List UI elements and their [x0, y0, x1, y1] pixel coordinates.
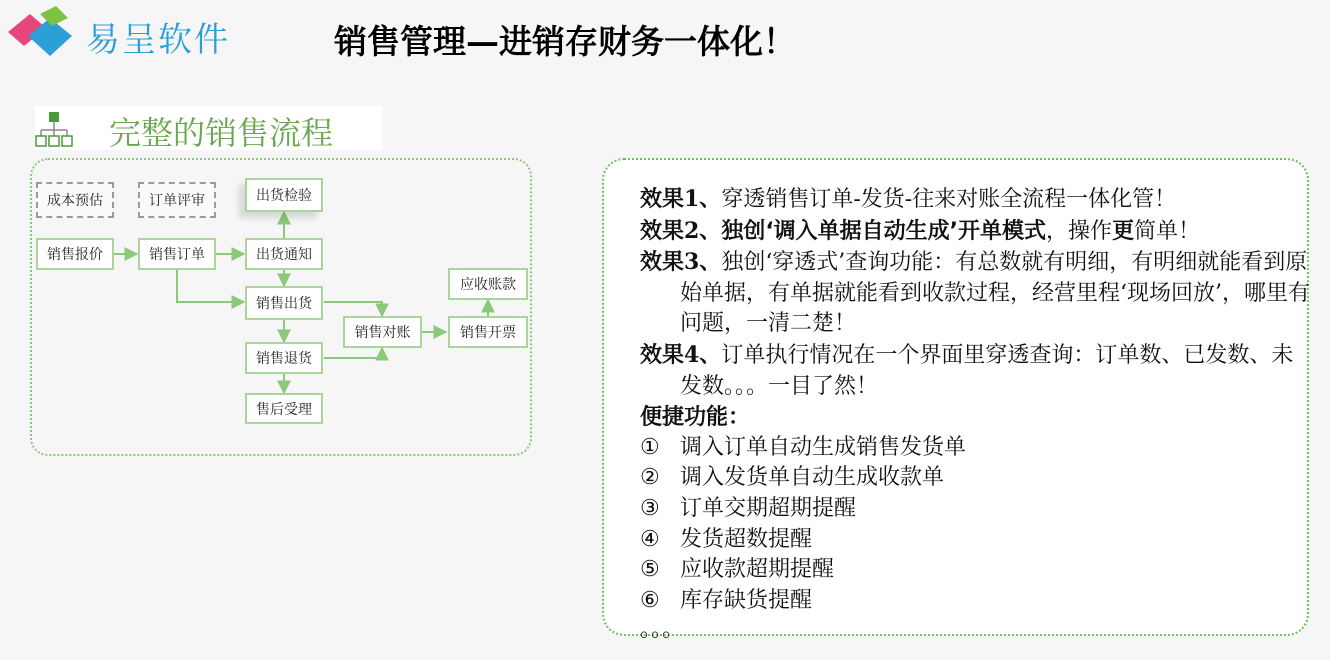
shortcut-text: 应收款超期提醒	[680, 557, 835, 583]
shortcut-num: ⑥	[640, 587, 660, 613]
info-text	[640, 184, 1310, 616]
effect-text-d: 更	[1112, 218, 1135, 244]
effect-text: 订单执行情况在一个界面里穿透查询：订单数、已发数、未发数。。。一目了然！	[680, 342, 1294, 399]
shortcut-num: ④	[640, 526, 660, 552]
effect-text-b: 开单模式	[958, 218, 1047, 244]
node-shipment-notice: 出货通知	[245, 238, 323, 270]
node-receivables: 应收账款	[448, 268, 528, 300]
shortcut-text: 发货超数提醒	[680, 526, 813, 552]
node-cost-estimate: 成本预估	[36, 182, 114, 218]
node-sales-return: 销售退货	[245, 342, 323, 374]
node-shipment-inspection: 出货检验	[245, 178, 323, 212]
shortcut-text: 订单交期超期提醒	[680, 495, 857, 521]
section-title: 完整的销售流程	[109, 114, 334, 152]
effect-1	[640, 184, 1310, 216]
arrow-order-to-shipment	[177, 270, 244, 302]
arrow-shipment-to-recon	[324, 302, 382, 316]
effect-text-a: 独创‘调入单据自动生成’	[721, 218, 959, 244]
shortcut-text: 调入订单自动生成销售发货单	[680, 434, 967, 460]
shortcut-item	[640, 463, 1310, 494]
shortcut-item	[640, 494, 1310, 525]
effect-3	[640, 247, 1310, 340]
arrow-return-to-recon	[324, 348, 382, 358]
shortcut-text: 调入发货单自动生成收款单	[680, 465, 945, 491]
effect-2	[640, 216, 1310, 248]
node-after-sales: 售后受理	[245, 393, 323, 424]
shortcut-text: 库存缺货提醒	[680, 587, 813, 613]
shortcuts-ellipsis: 。。。	[640, 617, 685, 642]
page-title: 销售管理—进销存财务一体化！	[334, 22, 796, 61]
node-sales-quote: 销售报价	[36, 238, 114, 270]
shortcuts-title: 便捷功能：	[640, 404, 751, 431]
shortcut-item	[640, 586, 1310, 617]
effect-label: 效果1、	[640, 186, 722, 212]
node-order-review: 订单评审	[138, 182, 216, 218]
shortcut-item	[640, 525, 1310, 556]
shortcut-num: ②	[640, 465, 660, 491]
node-sales-reconciliation: 销售对账	[343, 316, 422, 348]
node-sales-invoice: 销售开票	[448, 316, 528, 348]
effect-text: 独创‘穿透式’查询功能：有总数就有明细，有明细就能看到原始单据，有单据就能看到收款过程，经营里程‘现场回放’，哪里有问题，一清二楚！	[680, 250, 1310, 337]
shortcut-item	[640, 433, 1310, 464]
effect-text: 穿透销售订单-发货-往来对账全流程一体化管！	[721, 187, 1177, 212]
shortcut-num: ⑤	[640, 557, 660, 583]
effect-label: 效果2、	[640, 217, 722, 244]
shortcut-item	[640, 555, 1310, 586]
logo-text: 易呈软件	[86, 20, 230, 60]
effect-4	[640, 340, 1310, 402]
effect-text-e: 简单！	[1134, 218, 1201, 244]
effect-label: 效果3、	[640, 249, 722, 276]
effect-text-c: ，操作	[1046, 218, 1113, 244]
shortcut-num: ③	[640, 495, 660, 521]
effect-label: 效果4、	[640, 341, 722, 368]
node-sales-order: 销售订单	[138, 238, 216, 270]
node-sales-shipment: 销售出货	[245, 286, 323, 320]
shortcut-num: ①	[640, 434, 660, 460]
